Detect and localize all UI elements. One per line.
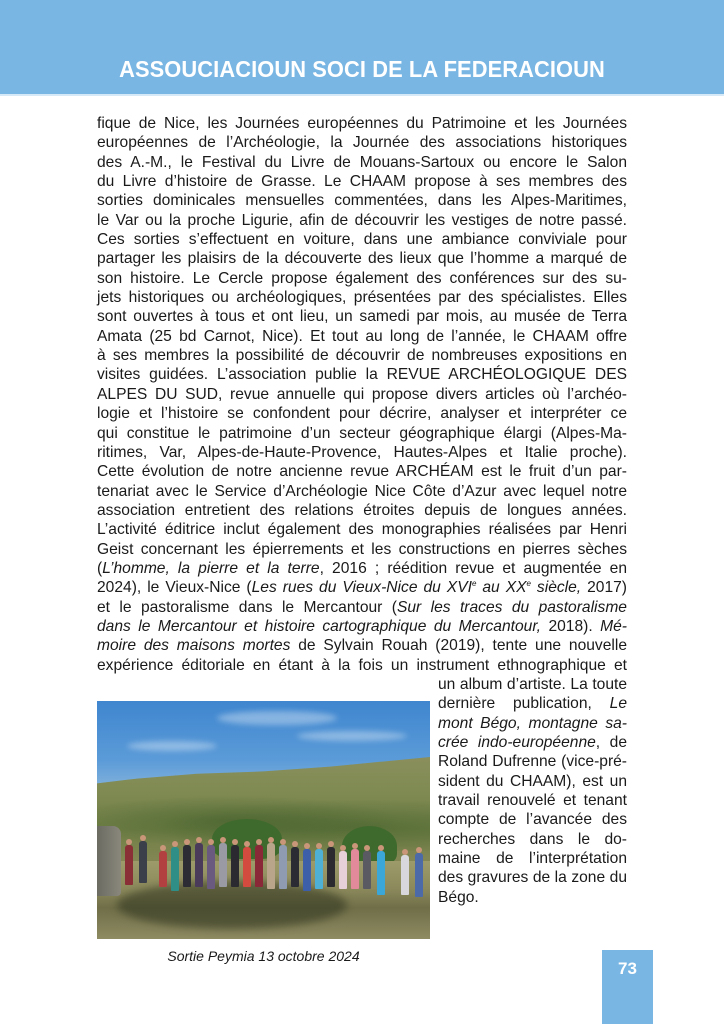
- text-line: partager les plaisirs de la découverte des lieux que l’homme a marqué de: [97, 250, 627, 268]
- book-title: dans le Mercantour et histoire cartographique du Mercantour,: [97, 617, 541, 635]
- group-photo: [97, 701, 430, 939]
- text-line: association entretient des relations étroites depuis de longues années.: [97, 501, 627, 519]
- text-line: Roland Dufrenne (vice-pré-: [438, 753, 627, 771]
- text-line-with-title: crée indo-européenne, de: [438, 734, 628, 752]
- text-line: Ces sorties s’effectuent en voiture, dans une ambiance conviviale pour: [97, 231, 627, 249]
- text-line: son histoire. Le Cercle propose également des conférences sur des su-: [97, 269, 627, 287]
- text-line: sorties dominicales mensuelles commentées, dans les Alpes-Maritimes,: [97, 192, 627, 210]
- text-line-with-title: dans le Mercantour et histoire cartographique du Mercantour, 2018). Mé-: [97, 617, 627, 635]
- text-line: logie et l’histoire se confondent pour décrire, analyser et interpréter ce: [97, 405, 627, 423]
- text-line: L’activité éditrice inclut également des monographies réalisées par Henri: [97, 521, 627, 539]
- hiker-group: [125, 831, 425, 899]
- text-line: Bégo.: [438, 888, 479, 906]
- text-line: à ses membres la possibilité de découvrir de nombreuses expositions en: [97, 347, 627, 365]
- text-line: compte de l’avancée des: [438, 811, 627, 829]
- text-line: un album d’artiste. La toute: [438, 676, 627, 693]
- book-title: L’homme, la pierre et la terre: [102, 559, 320, 577]
- page-number: 73: [618, 959, 637, 978]
- section-title: ASSOUCIACIOUN SOCI DE LA FEDERACIOUN: [119, 56, 605, 82]
- page-header-banner: [0, 0, 724, 96]
- book-title: Mé-: [600, 617, 627, 635]
- book-title: Le: [609, 695, 627, 713]
- text-line: maine de l’interprétation: [438, 850, 627, 868]
- book-title: moire des maisons mortes: [97, 637, 291, 655]
- photo-caption: Sortie Peymia 13 octobre 2024: [167, 948, 360, 964]
- text-line: Cette évolution de notre ancienne revue ARCHÉAM est le fruit d’un par-: [97, 463, 627, 481]
- text-line: Geist concernant les épierrements et les constructions en pierres sèches: [97, 540, 627, 558]
- text-line-with-title: et le pastoralisme dans le Mercantour (Sur les traces du pastoralisme: [97, 598, 627, 616]
- text-line: des A.-M., le Festival du Livre de Mouans-Sartoux ou encore le Salon: [97, 153, 627, 171]
- text-line: expérience éditoriale en étant à la fois un instrument ethnographique et: [97, 656, 627, 674]
- stone-wall: [97, 826, 121, 896]
- text-line-with-title: 2024), le Vieux-Nice (Les rues du Vieux-Nice du XVIe au XXe siècle, 2017): [97, 579, 628, 597]
- text-line: qui constitue le patrimoine d’un secteur géographique élargi (Alpes-Ma-: [97, 424, 627, 442]
- text-line: ritimes, Var, Alpes-de-Haute-Provence, Hautes-Alpes et Italie proche).: [97, 443, 627, 461]
- text-line: Amata (25 bd Carnot, Nice). Et tout au long de l’année, le CHAAM offre: [97, 327, 627, 345]
- text-line: européennes de l’Archéologie, la Journée des associations historiques: [97, 134, 627, 152]
- text-line-with-title: dernière publication, Le: [438, 695, 627, 713]
- text-line: fique de Nice, les Journées européennes du Patrimoine et les Journées: [97, 115, 627, 132]
- text-line: sident du CHAAM), est un: [438, 772, 627, 790]
- cloud: [217, 711, 337, 725]
- book-title: crée indo-européenne: [438, 734, 596, 752]
- text-line: le Var ou la proche Ligurie, afin de découvrir les vestiges de notre passé.: [97, 211, 627, 229]
- text-line: des gravures de la zone du: [438, 869, 627, 887]
- text-line-with-title: (L’homme, la pierre et la terre, 2016 ; réédition revue et augmentée en: [97, 559, 627, 577]
- text-line: recherches dans le do-: [438, 830, 627, 848]
- text-line: visites guidées. L’association publie la REVUE ARCHÉOLOGIQUE DES: [97, 366, 627, 384]
- text-line: ALPES DU SUD, revue annuelle qui propose divers articles où l’archéo-: [97, 385, 627, 403]
- text-line-with-title: moire des maisons mortes de Sylvain Rouah (2019), tente une nouvelle: [97, 637, 627, 655]
- book-title: mont Bégo, montagne sa-: [438, 714, 627, 732]
- book-title: Sur les traces du pastoralisme: [396, 598, 627, 616]
- book-title: Les rues du Vieux-Nice du XVIe au XXe siècle,: [251, 579, 582, 597]
- side-column-text: [438, 675, 627, 907]
- text-line: du Livre d’histoire de Grasse. Le CHAAM propose à ses membres des: [97, 173, 627, 191]
- text-line: jets historiques ou archéologiques, présentées par des spécialistes. Elles: [97, 289, 627, 307]
- text-line: sont ouvertes à tous et ont lieu, un samedi par mois, au musée de Terra: [97, 308, 627, 326]
- text-line: tenariat avec le Service d’Archéologie Nice Côte d’Azur avec lequel notre: [97, 482, 627, 500]
- article-body: [97, 114, 627, 675]
- text-line-with-title: [438, 714, 627, 733]
- cloud: [127, 741, 217, 751]
- page-number-tab: [602, 950, 653, 1024]
- text-line: travail renouvelé et tenant: [438, 792, 627, 810]
- cloud: [297, 731, 407, 741]
